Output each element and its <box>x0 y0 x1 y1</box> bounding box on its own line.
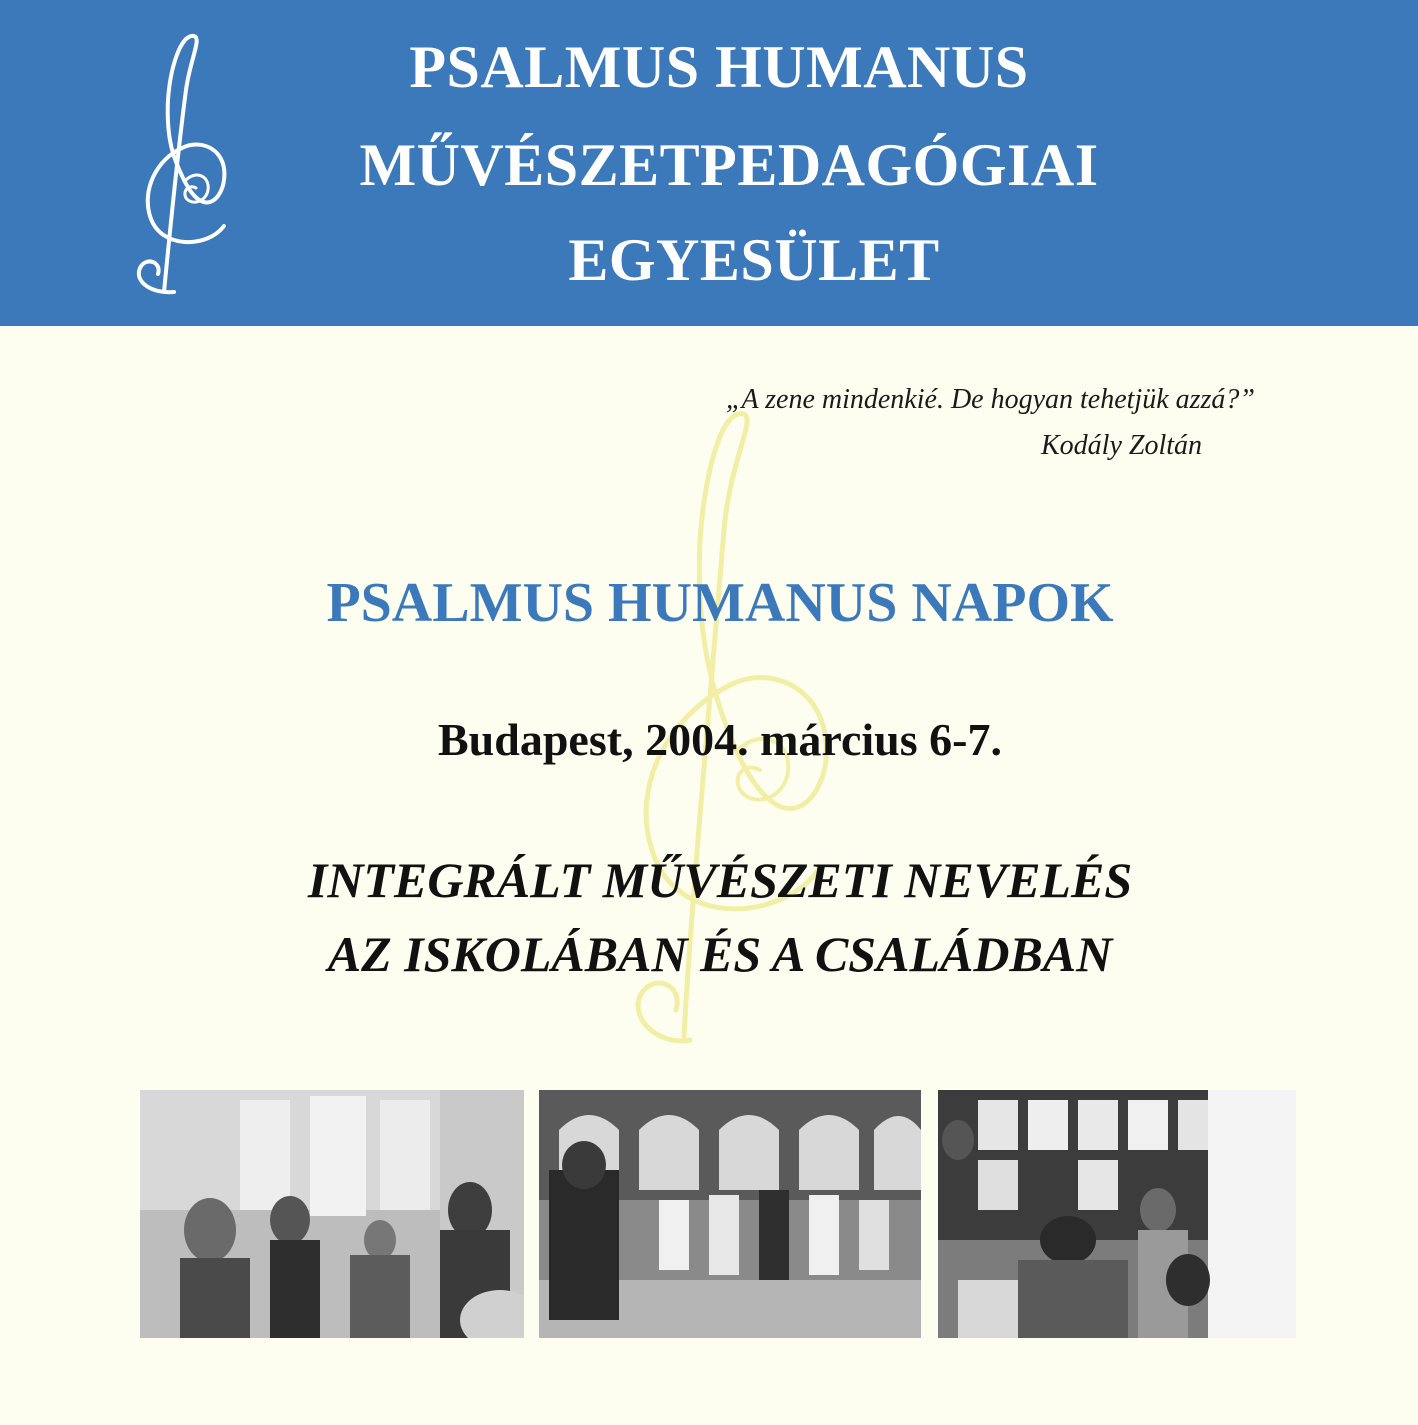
event-date: Budapest, 2004. március 6-7. <box>438 714 1002 765</box>
topic-line-1: INTEGRÁLT MŰVÉSZETI NEVELÉS <box>307 852 1133 908</box>
photo-people-in-hall <box>140 1090 524 1338</box>
quote-author: Kodály Zoltán <box>1040 430 1202 461</box>
event-title: PSALMUS HUMANUS NAPOK <box>326 572 1114 634</box>
org-name-line-3: EGYESÜLET <box>568 227 940 293</box>
org-name-line-2: MŰVÉSZETPEDAGÓGIAI <box>359 132 1099 198</box>
org-name-line-1: PSALMUS HUMANUS <box>409 34 1029 100</box>
kodaly-quote: „A zene mindenkié. De hogyan tehetjük azzá?” <box>725 384 1255 415</box>
photo-art-exhibition <box>938 1090 1296 1338</box>
photo-folk-dance-stage <box>539 1090 921 1338</box>
header-banner <box>0 0 1418 326</box>
topic-line-2: AZ ISKOLÁBAN ÉS A CSALÁDBAN <box>327 926 1113 982</box>
